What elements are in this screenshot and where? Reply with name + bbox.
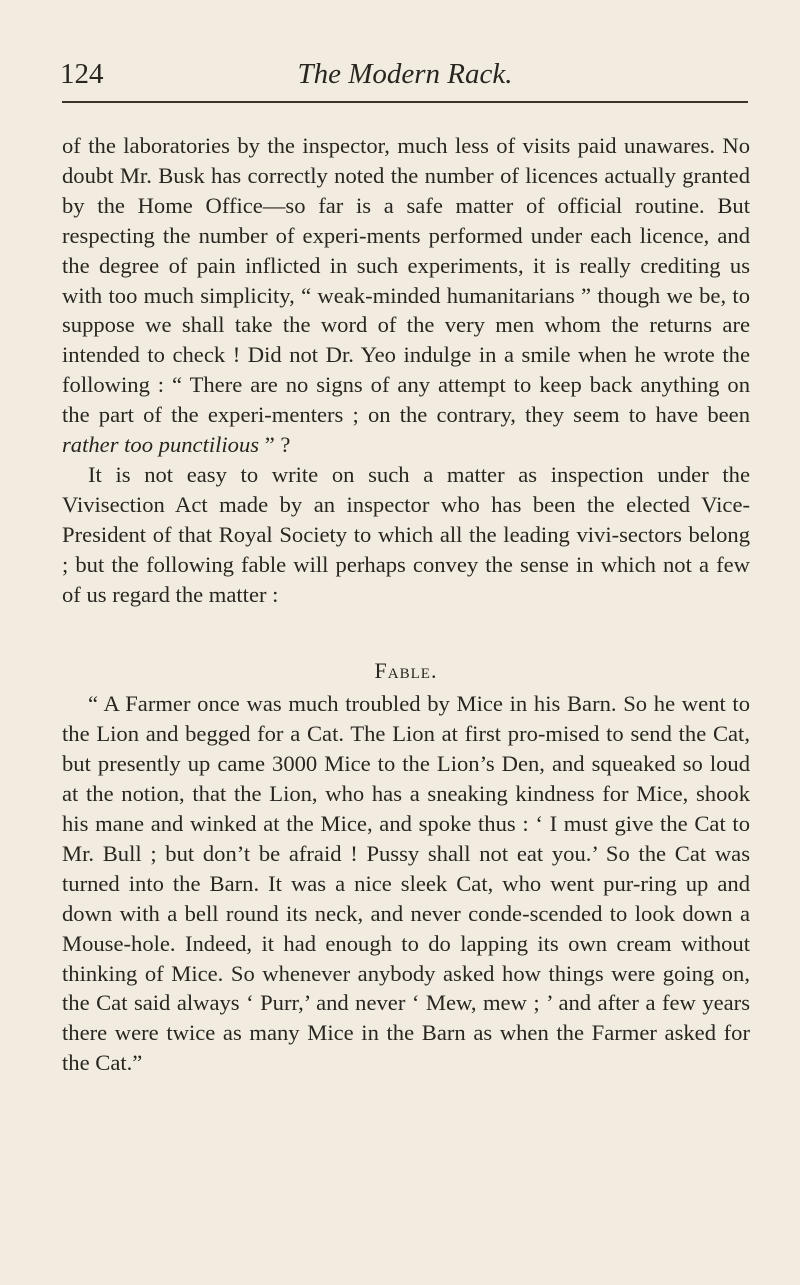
paragraph-continued [62,131,750,460]
fable-text: “ A Farmer once was much troubled by Mice in his Barn. So he went to the Lion and begged for a Cat. The Lion at first pro-mised to send the Cat, but presently up came 3000 Mice to the Lion’s Den, and squeaked so loud at the notion, that the Lion, who has a sneaking kindness for Mice, shook his mane and winked at the Mice, and spoke thus : ‘ I must give the Cat to Mr. Bull ; but don’t be afraid ! Pussy shall not eat you.’ So the Cat was turned into the Barn. It was a nice sleek Cat, who went pur-ring up and down with a bell round its neck, and never conde-scended to look down a Mouse-hole. Indeed, it had enough to do lapping its own cream without thinking of Mice. So whenever anybody asked how things were going on, the Cat said always ‘ Purr,’ and never ‘ Mew, mew ; ’ and after a few years there were twice as many Mice in the Barn as when the Farmer asked for the Cat.” [62,691,750,1076]
italic-phrase: rather too punctilious [62,432,260,458]
paragraph-2: It is not easy to write on such a matter as inspection under the Vivisection Act made by an inspector who has been the elected Vice-President of that Royal Society to which all the leading vivi-sectors belong ; but the following fable will perhaps convey the sense in which not a few of us regard the matter : [62,461,750,607]
page-body [62,131,750,1078]
paragraph-1-text: of the laboratories by the inspector, much less of visits paid unawares. No doubt Mr. Busk has correctly noted the number of licences actually granted by the Home Office—so far is a safe matter of official routine. But respecting the number of experi-ments performed under each licence, and the degree of pain inflicted in such experiments, it is really crediting us with too much simplicity, “ weak-minded humanitarians ” though we be, to suppose we shall take the word of the very men whom the returns are intended to check ! Did not Dr. Yeo indulge in a smile when he wrote the following : “ There are no signs of any attempt to keep back anything on the part of the experi-menters ; on the contrary, they seem to have been [62,133,750,428]
paragraph-1-end: ” ? [259,432,291,458]
section-heading: Fable. [374,657,438,683]
running-title: The Modern Rack. [297,58,513,90]
page-header [60,52,750,96]
header-rule [62,101,748,103]
page-number: 124 [60,58,104,90]
